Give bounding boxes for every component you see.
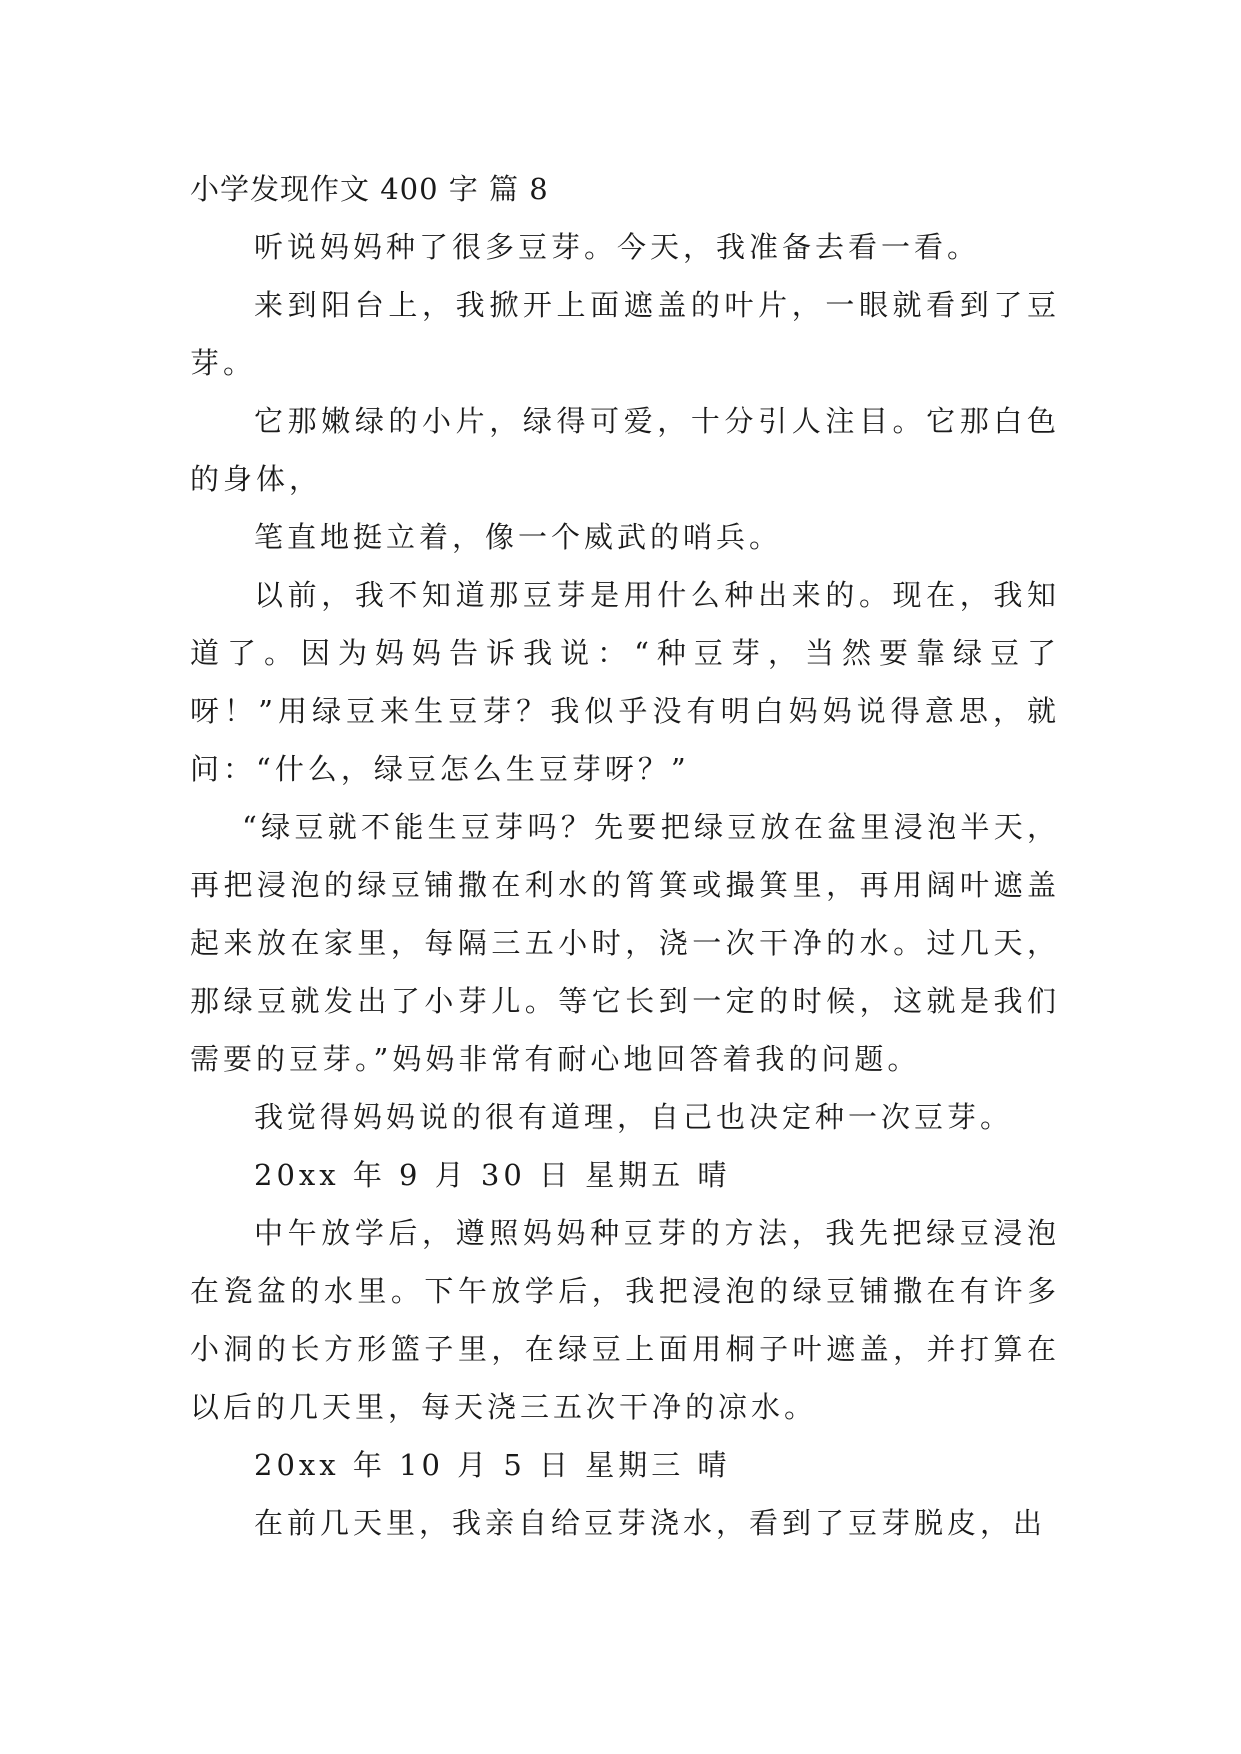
paragraph-2: 来到阳台上，我掀开上面遮盖的叶片，一眼就看到了豆芽。 [190, 288, 1060, 380]
diary-date-1: 20xx 年 9 月 30 日 星期五 晴 [254, 1158, 731, 1192]
paragraph-1: 听说妈妈种了很多豆芽。今天，我准备去看一看。 [254, 230, 981, 264]
paragraph-5: 以前，我不知道那豆芽是用什么种出来的。现在，我知道了。因为妈妈告诉我说：“种豆芽，当然要靠绿豆了呀！”用绿豆来生豆芽？我似乎没有明白妈妈说得意思，就问：“什么，绿豆怎么生豆芽呀？” [190, 578, 1060, 786]
paragraph-7: 我觉得妈妈说的很有道理，自己也决定种一次豆芽。 [254, 1100, 1014, 1134]
diary-date-2: 20xx 年 10 月 5 日 星期三 晴 [254, 1448, 731, 1482]
document-body [190, 160, 1060, 1552]
paragraph-6: “绿豆就不能生豆芽吗？先要把绿豆放在盆里浸泡半天，再把浸泡的绿豆铺撒在利水的筲箕或撮箕里，再用阔叶遮盖起来放在家里，每隔三五小时，浇一次干净的水。过几天，那绿豆就发出了小芽儿。等它长到一定的时候，这就是我们需要的豆芽。”妈妈非常有耐心地回答着我的问题。 [190, 810, 1060, 1076]
essay-title: 小学发现作文 400 字 篇 8 [190, 172, 549, 206]
paragraph-3: 它那嫩绿的小片，绿得可爱，十分引人注目。它那白色的身体， [190, 404, 1060, 496]
paragraph-4: 笔直地挺立着，像一个威武的哨兵。 [254, 520, 783, 554]
paragraph-8: 中午放学后，遵照妈妈种豆芽的方法，我先把绿豆浸泡在瓷盆的水里。下午放学后，我把浸泡的绿豆铺撒在有许多小洞的长方形篮子里，在绿豆上面用桐子叶遮盖，并打算在以后的几天里，每天浇三五次干净的凉水。 [190, 1216, 1060, 1424]
paragraph-9: 在前几天里，我亲自给豆芽浇水，看到了豆芽脱皮，出 [254, 1506, 1047, 1540]
